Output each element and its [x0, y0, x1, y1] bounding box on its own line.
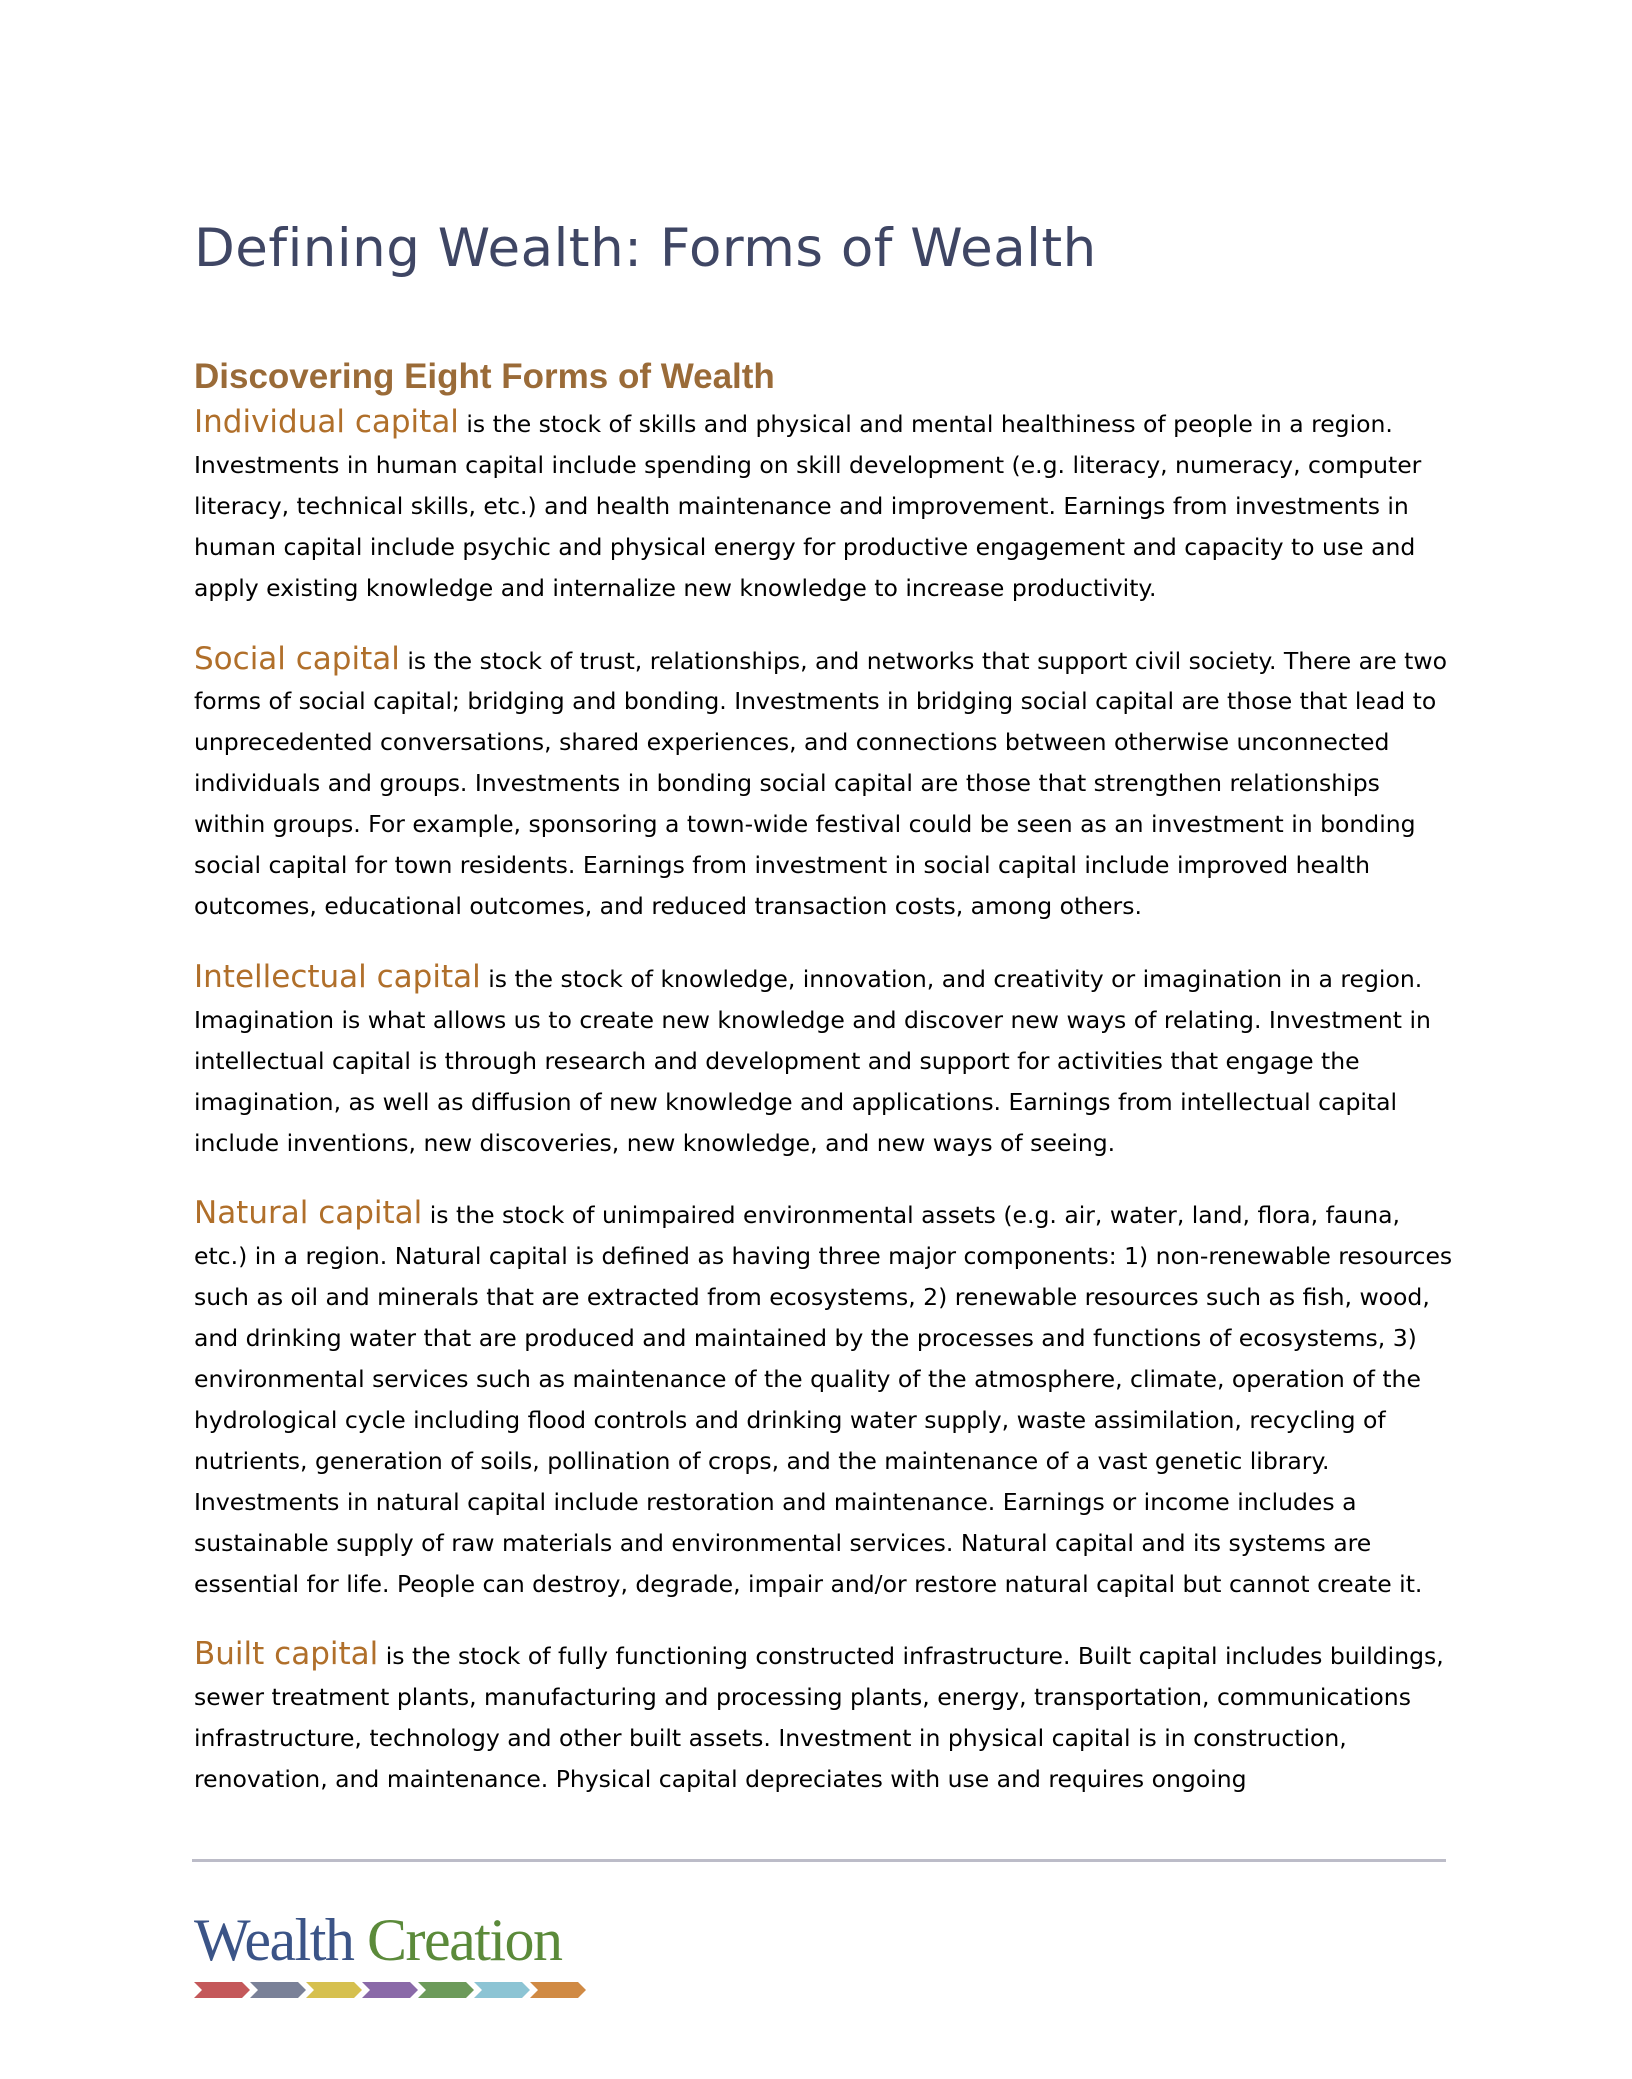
term-built-capital: Built capital — [194, 1636, 379, 1673]
logo-word-creation: Creation — [366, 1907, 562, 1973]
paragraph-intellectual-capital — [194, 957, 1454, 1164]
term-social-capital: Social capital — [194, 640, 400, 677]
paragraph-built-capital — [194, 1634, 1454, 1800]
term-intellectual-capital: Intellectual capital — [194, 958, 481, 995]
logo-chevron — [362, 1982, 418, 1998]
logo-wordmark — [194, 1907, 594, 1973]
page-title: Defining Wealth: Forms of Wealth — [194, 218, 1097, 279]
wealth-creation-logo — [194, 1907, 594, 2010]
term-natural-capital: Natural capital — [194, 1195, 423, 1232]
section-heading: Discovering Eight Forms of Wealth — [194, 357, 775, 396]
logo-chevron — [418, 1982, 474, 1998]
logo-chevron — [306, 1982, 362, 1998]
logo-word-wealth: Wealth — [194, 1907, 354, 1973]
paragraph-natural-capital — [194, 1193, 1454, 1604]
footer-divider — [192, 1859, 1446, 1862]
logo-chevron — [194, 1982, 250, 1998]
logo-chevron-strip — [194, 1982, 594, 1998]
term-individual-capital: Individual capital — [194, 404, 459, 440]
paragraph-social-capital — [194, 639, 1454, 927]
paragraph-individual-capital — [194, 402, 1454, 609]
document-body — [194, 352, 1454, 1800]
paragraph-text: is the stock of trust, relationships, and networks that support civil society. There are two forms of social capital; bridging and bonding. Investments in bridging social capital are those that lead to unprecedented conversations, shared experiences, and connections between otherwise unconnected individuals and groups. Investments in bonding social capital are those that strengthen relationships within groups. For example, sponsoring a town-wide festival could be seen as an investment in bonding social capital for town residents. Earnings from investment in social capital include improved health outcomes, educational outcomes, and reduced transaction costs, among others. — [194, 646, 1447, 920]
paragraph-text: is the stock of fully functioning constructed infrastructure. Built capital includes buildings, sewer treatment plants, manufacturing and processing plants, energy, transportation, communications infrastructure, technology and other built assets. Investment in physical capital is in construction, renovation, and maintenance. Physical capital depreciates with use and requires ongoing — [194, 1642, 1444, 1794]
logo-chevron — [250, 1982, 306, 1998]
logo-chevron — [530, 1982, 586, 1998]
logo-chevron — [474, 1982, 530, 1998]
paragraph-text: is the stock of unimpaired environmental assets (e.g. air, water, land, flora, fauna, etc.) in a region. Natural capital is defined as having three major components: 1) non-renewable resources such as oil and minerals that are extracted from ecosystems, 2) renewable resources such as fish, wood, and drinking water that are produced and maintained by the processes and functions of ecosystems, 3) environmental services such as maintenance of the quality of the atmosphere, climate, operation of the hydrological cycle including flood controls and drinking water supply, waste assimilation, recycling of nutrients, generation of soils, pollination of crops, and the maintenance of a vast genetic library. Investments in natural capital include restoration and maintenance. Earnings or income includes a sustainable supply of raw materials and environmental services. Natural capital and its systems are essential for life. People can destroy, degrade, impair and/or restore natural capital but cannot create it. — [194, 1201, 1453, 1598]
paragraph-text: is the stock of knowledge, innovation, and creativity or imagination in a region. Imagination is what allows us to create new knowledge and discover new ways of relating. Investment in intellectual capital is through research and development and support for activities that engage the imagination, as well as diffusion of new knowledge and applications. Earnings from intellectual capital include inventions, new discoveries, new knowledge, and new ways of seeing. — [194, 964, 1431, 1157]
paragraph-text: is the stock of skills and physical and mental healthiness of people in a region. Investments in human capital include spending on skill development (e.g. literacy, numeracy, computer literacy, technical skills, etc.) and health maintenance and improvement. Earnings from investments in human capital include psychic and physical energy for productive engagement and capacity to use and apply existing knowledge and internalize new knowledge to increase productivity. — [194, 410, 1422, 602]
